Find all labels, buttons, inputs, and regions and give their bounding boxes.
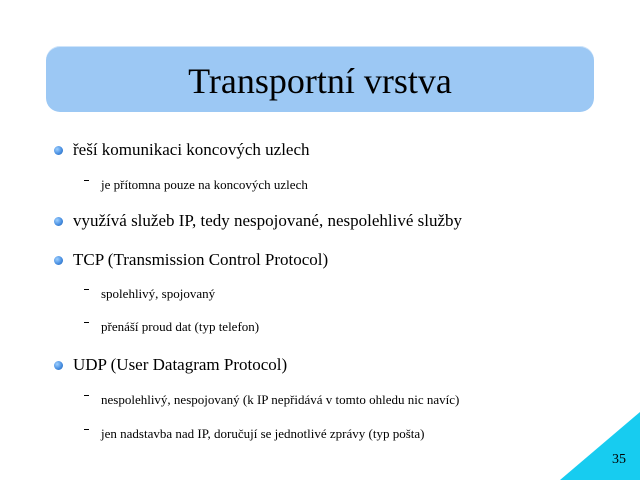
sub-bullet-item bbox=[84, 426, 424, 442]
sub-bullet-text: nespolehlivý, nespojovaný (k IP nepřidává v tomto ohledu nic navíc) bbox=[101, 392, 460, 407]
sub-bullet-text: spolehlivý, spojovaný bbox=[101, 286, 216, 301]
sub-bullet-text: přenáší proud dat (typ telefon) bbox=[101, 319, 260, 334]
bullet-text: využívá služeb IP, tedy nespojované, nespolehlivé služby bbox=[73, 211, 463, 230]
sub-bullet-text: jen nadstavba nad IP, doručují se jednotlivé zprávy (typ pošta) bbox=[101, 426, 425, 441]
bullet-text: TCP (Transmission Control Protocol) bbox=[73, 250, 329, 269]
bullet-dot-icon bbox=[54, 146, 63, 155]
dash-icon bbox=[84, 322, 89, 323]
sub-bullet-item bbox=[84, 392, 459, 408]
bullet-text: UDP (User Datagram Protocol) bbox=[73, 355, 288, 374]
bullet-dot-icon bbox=[54, 256, 63, 265]
dash-icon bbox=[84, 180, 89, 181]
bullet-dot-icon bbox=[54, 361, 63, 370]
dash-icon bbox=[84, 289, 89, 290]
bullet-item bbox=[54, 250, 328, 270]
bullet-item bbox=[54, 211, 462, 231]
bullet-text: řeší komunikaci koncových uzlech bbox=[73, 140, 310, 159]
dash-icon bbox=[84, 429, 89, 430]
slide-title: Transportní vrstva bbox=[188, 61, 452, 101]
corner-triangle-decoration bbox=[560, 412, 640, 480]
sub-bullet-item bbox=[84, 319, 259, 335]
sub-bullet-item bbox=[84, 286, 215, 302]
bullet-item bbox=[54, 140, 310, 160]
sub-bullet-item bbox=[84, 177, 308, 193]
bullet-item bbox=[54, 355, 287, 375]
sub-bullet-text: je přítomna pouze na koncových uzlech bbox=[101, 177, 308, 192]
dash-icon bbox=[84, 395, 89, 396]
page-number: 35 bbox=[612, 452, 626, 467]
bullet-dot-icon bbox=[54, 217, 63, 226]
